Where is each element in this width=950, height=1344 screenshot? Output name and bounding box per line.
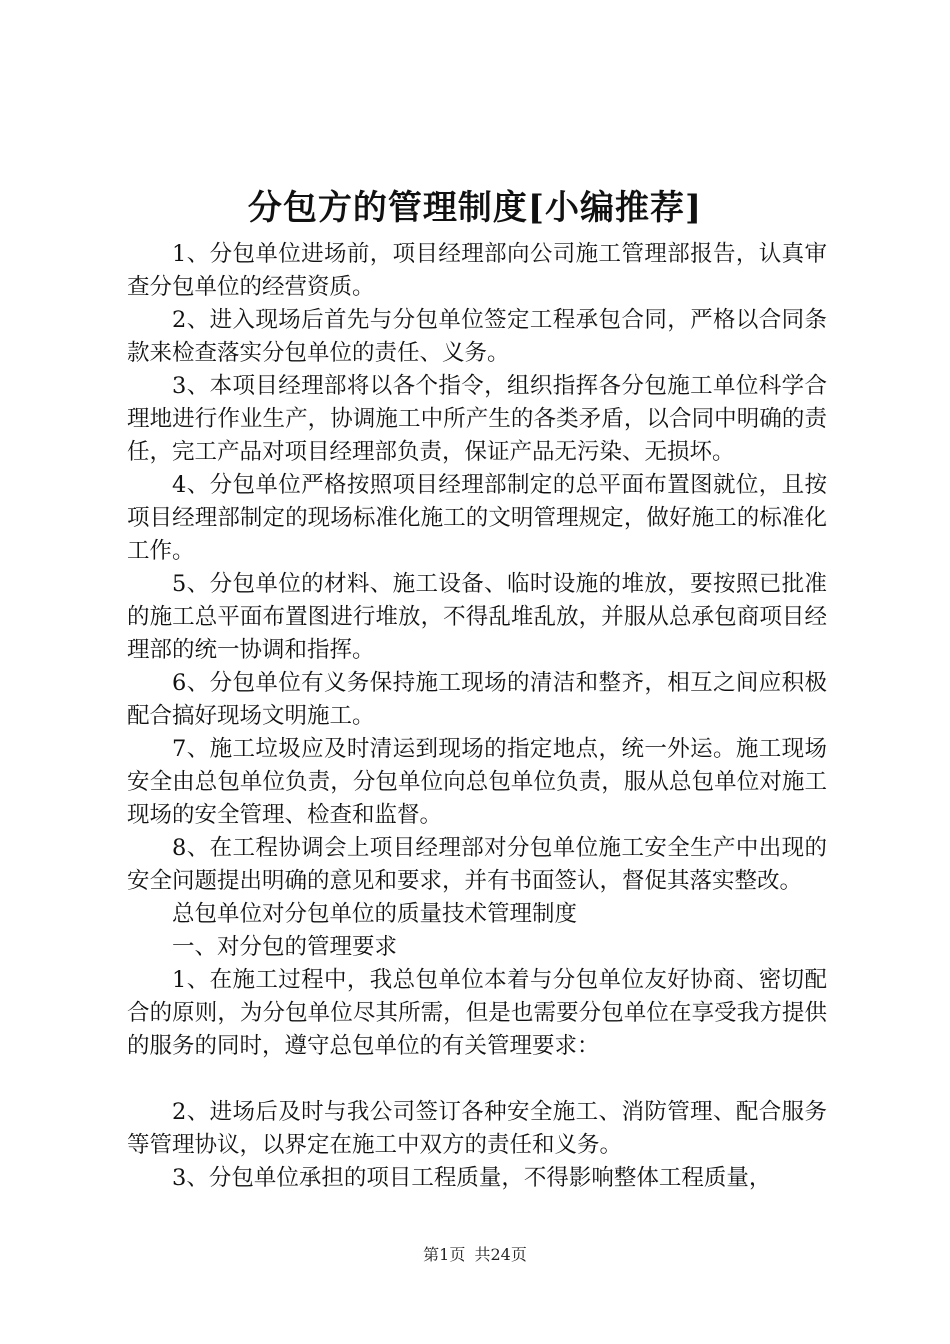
paragraph-7: 7、施工垃圾应及时清运到现场的指定地点，统一外运。施工现场安全由总包单位负责，分包单位向总包单位负责，服从总包单位对施工现场的安全管理、检查和监督。 xyxy=(127,736,827,828)
paragraph-6: 6、分包单位有义务保持施工现场的清洁和整齐，相互之间应积极配合搞好现场文明施工。 xyxy=(127,670,827,729)
paragraph-req-2: 2、进场后及时与我公司签订各种安全施工、消防管理、配合服务等管理协议，以界定在施工中双方的责任和义务。 xyxy=(127,1099,827,1158)
document-title: 分包方的管理制度[小编推荐] xyxy=(247,188,703,228)
paragraph-4: 4、分包单位严格按照项目经理部制定的总平面布置图就位，且按项目经理部制定的现场标准化施工的文明管理规定，做好施工的标准化工作。 xyxy=(127,472,827,564)
document-body xyxy=(127,238,827,1195)
paragraph-req-1: 1、在施工过程中，我总包单位本着与分包单位友好协商、密切配合的原则，为分包单位尽其所需，但是也需要分包单位在享受我方提供的服务的同时，遵守总包单位的有关管理要求： xyxy=(127,967,827,1059)
paragraph-8: 8、在工程协调会上项目经理部对分包单位施工安全生产中出现的安全问题提出明确的意见和要求，并有书面签认，督促其落实整改。 xyxy=(127,835,827,894)
paragraph-req-3: 3、分包单位承担的项目工程质量，不得影响整体工程质量， xyxy=(172,1165,772,1191)
subsection-heading-requirements: 一、对分包的管理要求 xyxy=(172,934,398,960)
section-heading-quality: 总包单位对分包单位的质量技术管理制度 xyxy=(172,901,578,927)
paragraph-1: 1、分包单位进场前，项目经理部向公司施工管理部报告，认真审查分包单位的经营资质。 xyxy=(127,241,827,300)
paragraph-3: 3、本项目经理部将以各个指令，组织指挥各分包施工单位科学合理地进行作业生产，协调施工中所产生的各类矛盾，以合同中明确的责任，完工产品对项目经理部负责，保证产品无污染、无损坏。 xyxy=(127,373,827,465)
paragraph-2: 2、进入现场后首先与分包单位签定工程承包合同，严格以合同条款来检查落实分包单位的责任、义务。 xyxy=(127,307,827,366)
blank-line xyxy=(127,1063,827,1096)
page-number-total: 共24页 xyxy=(474,1245,527,1264)
page-footer xyxy=(0,1244,950,1266)
page-number-current: 第1页 xyxy=(423,1245,466,1264)
paragraph-5: 5、分包单位的材料、施工设备、临时设施的堆放，要按照已批准的施工总平面布置图进行堆放，不得乱堆乱放，并服从总承包商项目经理部的统一协调和指挥。 xyxy=(127,571,827,663)
